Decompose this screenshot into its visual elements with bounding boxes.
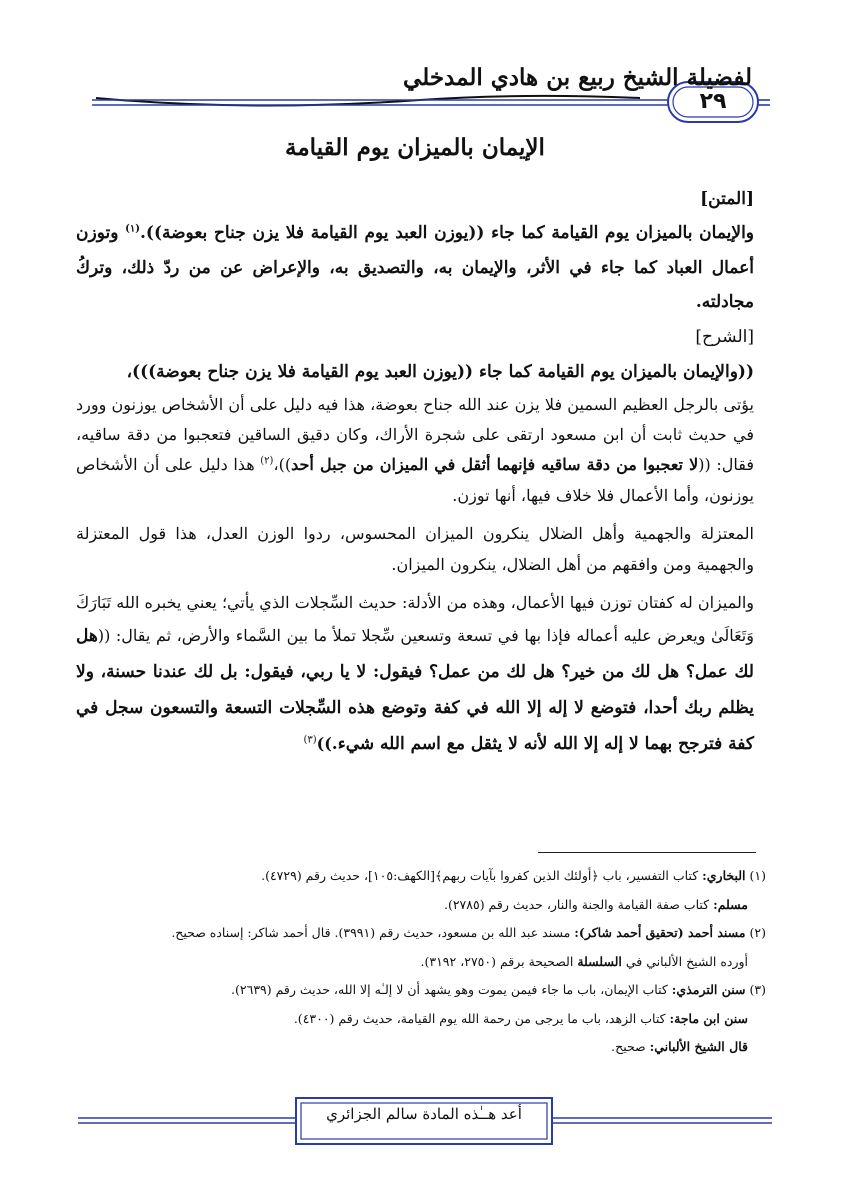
footnote-2 <box>84 919 766 948</box>
sharh-p1-hadith: لا تعجبوا من دقة ساقيه فإنهما أثقل في الميزان من جبل أحد <box>291 455 699 475</box>
footnote-source: مسند أحمد (تحقيق أحمد شاكر): <box>574 925 746 940</box>
footnote-source: مسلم: <box>713 896 748 912</box>
footnote-1 <box>84 862 766 891</box>
sharh-paragraph-2: المعتزلة والجهمية وأهل الضلال ينكرون الميزان المحسوس، ردوا الوزن العدل، هذا قول المعتزلة والجهمية ومن وافقهم من أهل الضلال، ينكرون الميزان. <box>76 524 754 574</box>
footnote-source: البخاري: <box>702 868 746 883</box>
page-body <box>76 128 754 762</box>
footnote-3b <box>84 1005 766 1034</box>
page-number: ٢٩ <box>699 89 727 114</box>
footnotes <box>84 862 766 1062</box>
footnote-number: (١) <box>749 868 766 883</box>
sharh-paragraph-1 <box>76 390 754 512</box>
footnote-text: كتاب التفسير، باب ﴿أولئك الذين كفروا بآيات ربهم﴾[الكهف:١٠٥]، حديث رقم (٤٧٢٩). <box>261 868 703 883</box>
footnote-text: مسند عبد الله بن مسعود، حديث رقم (٣٩٩١). قال أحمد شاكر: إسناده صحيح. <box>171 925 575 940</box>
footnote-separator <box>538 852 756 853</box>
footnote-text: صحيح. <box>611 1039 650 1054</box>
footnote-ref-3[interactable]: (٣) <box>303 735 317 747</box>
sharh-p3-text-a: والميزان له كفتان توزن فيها الأعمال، وهذه من الأدلة: حديث السِّجلات الذي يأتي؛ يعني يخبره الله تَبَارَكَ وَتَعَالَىٰ ويعرض عليه أعماله فإذا بها في تسعة وتسعين سِّجلا تملأ ما بين السَّماء والأرض، ثم يقال: (( <box>76 592 754 646</box>
sharh-p1-close: ))، <box>273 455 292 475</box>
footnote-ref-1[interactable]: (١) <box>125 223 140 235</box>
matn-paragraph <box>76 216 754 320</box>
footnote-source: قال الشيخ الألباني: <box>649 1039 748 1054</box>
sharh-p1-text-b: هذا دليل على أن الأشخاص يوزنون، وأما الأعمال فلا خلاف فيها، أنها توزن. <box>76 455 754 505</box>
footnote-2b <box>84 948 766 977</box>
footnote-text: الصحيحة برقم (٢٧٥٠، ٣١٩٢). <box>420 953 578 969</box>
matn-label: [المتن] <box>700 189 754 209</box>
sharh-label: [الشرح] <box>695 326 754 347</box>
sharh-quote: ((والإيمان بالميزان يوم القيامة كما جاء ((يوزن العبد يوم القيامة فلا يزن جناح بعوضة)))، <box>126 361 754 382</box>
footnote-number: (٣) <box>749 982 766 997</box>
sharh-p3-hadith: هل لك عمل؟ هل لك من خير؟ هل لك من عمل؟ فيقول: لا يا ربي، فيقول: بل لك عندنا حسنة، ولا يظلم ربك أحدا، فتوضع لا إله إلا الله في كفة وتوضع هذه السِّجلات التسعة والتسعون سجل في كفة فترجح بهما لا إله إلا الله لأنه لا يثقل مع اسم الله شيء. <box>76 626 754 755</box>
sharh-p1-text-a: يؤتى بالرجل العظيم السمين فلا يزن عند الله جناح بعوضة، هذا فيه دليل على أن الأشخاص يوزنون وورد في حديث ثابت أن ابن مسعود ارتقى على شجرة الأراك، وكان دقيق الساقين فتعجبوا من دقة ساقيه، فقال: (( <box>76 394 755 475</box>
footnote-source: سنن الترمذي: <box>671 982 746 997</box>
footnote-number: (٢) <box>749 925 766 940</box>
footnote-3 <box>84 976 766 1005</box>
chapter-title: الإيمان بالميزان يوم القيامة <box>285 134 545 161</box>
footnote-source: السلسلة <box>577 953 622 969</box>
footnote-text: كتاب الإيمان، باب ما جاء فيمن يموت وهو يشهد أن لا إلـٰه إلا الله، حديث رقم (٢٦٣٩). <box>231 982 672 997</box>
footnote-text: كتاب الزهد، باب ما يرجى من رحمة الله يوم القيامة، حديث رقم (٤٣٠٠). <box>293 1010 670 1026</box>
footnote-ref-2[interactable]: (٢) <box>260 455 274 467</box>
page-header <box>0 0 848 130</box>
matn-text-1: والإيمان بالميزان يوم القيامة كما جاء ((يوزن العبد يوم القيامة فلا يزن جناح بعوضة)). <box>139 223 755 243</box>
sharh-paragraph-3 <box>76 588 754 762</box>
footnote-3c <box>84 1033 766 1062</box>
footnote-text: كتاب صفة القيامة والجنة والنار، حديث رقم (٢٧٨٥). <box>443 896 714 912</box>
running-title: لفضيلة الشيخ ربيع بن هادي المدخلي <box>403 64 752 91</box>
footnote-source: سنن ابن ماجة: <box>669 1010 748 1026</box>
footnote-1b <box>84 891 766 920</box>
footnote-text: أورده الشيخ الألباني في <box>621 953 748 969</box>
prepared-by: أعد هــٰذه المادة سالم الجزائري <box>326 1105 522 1123</box>
matn-text-2: وتوزن أعمال العباد كما جاء في الأثر، والإيمان به، والتصديق به، والإعراض عن من ردّ ذلك، وتركُ مجادلته. <box>76 223 754 312</box>
sharh-p3-close: )) <box>316 734 332 754</box>
